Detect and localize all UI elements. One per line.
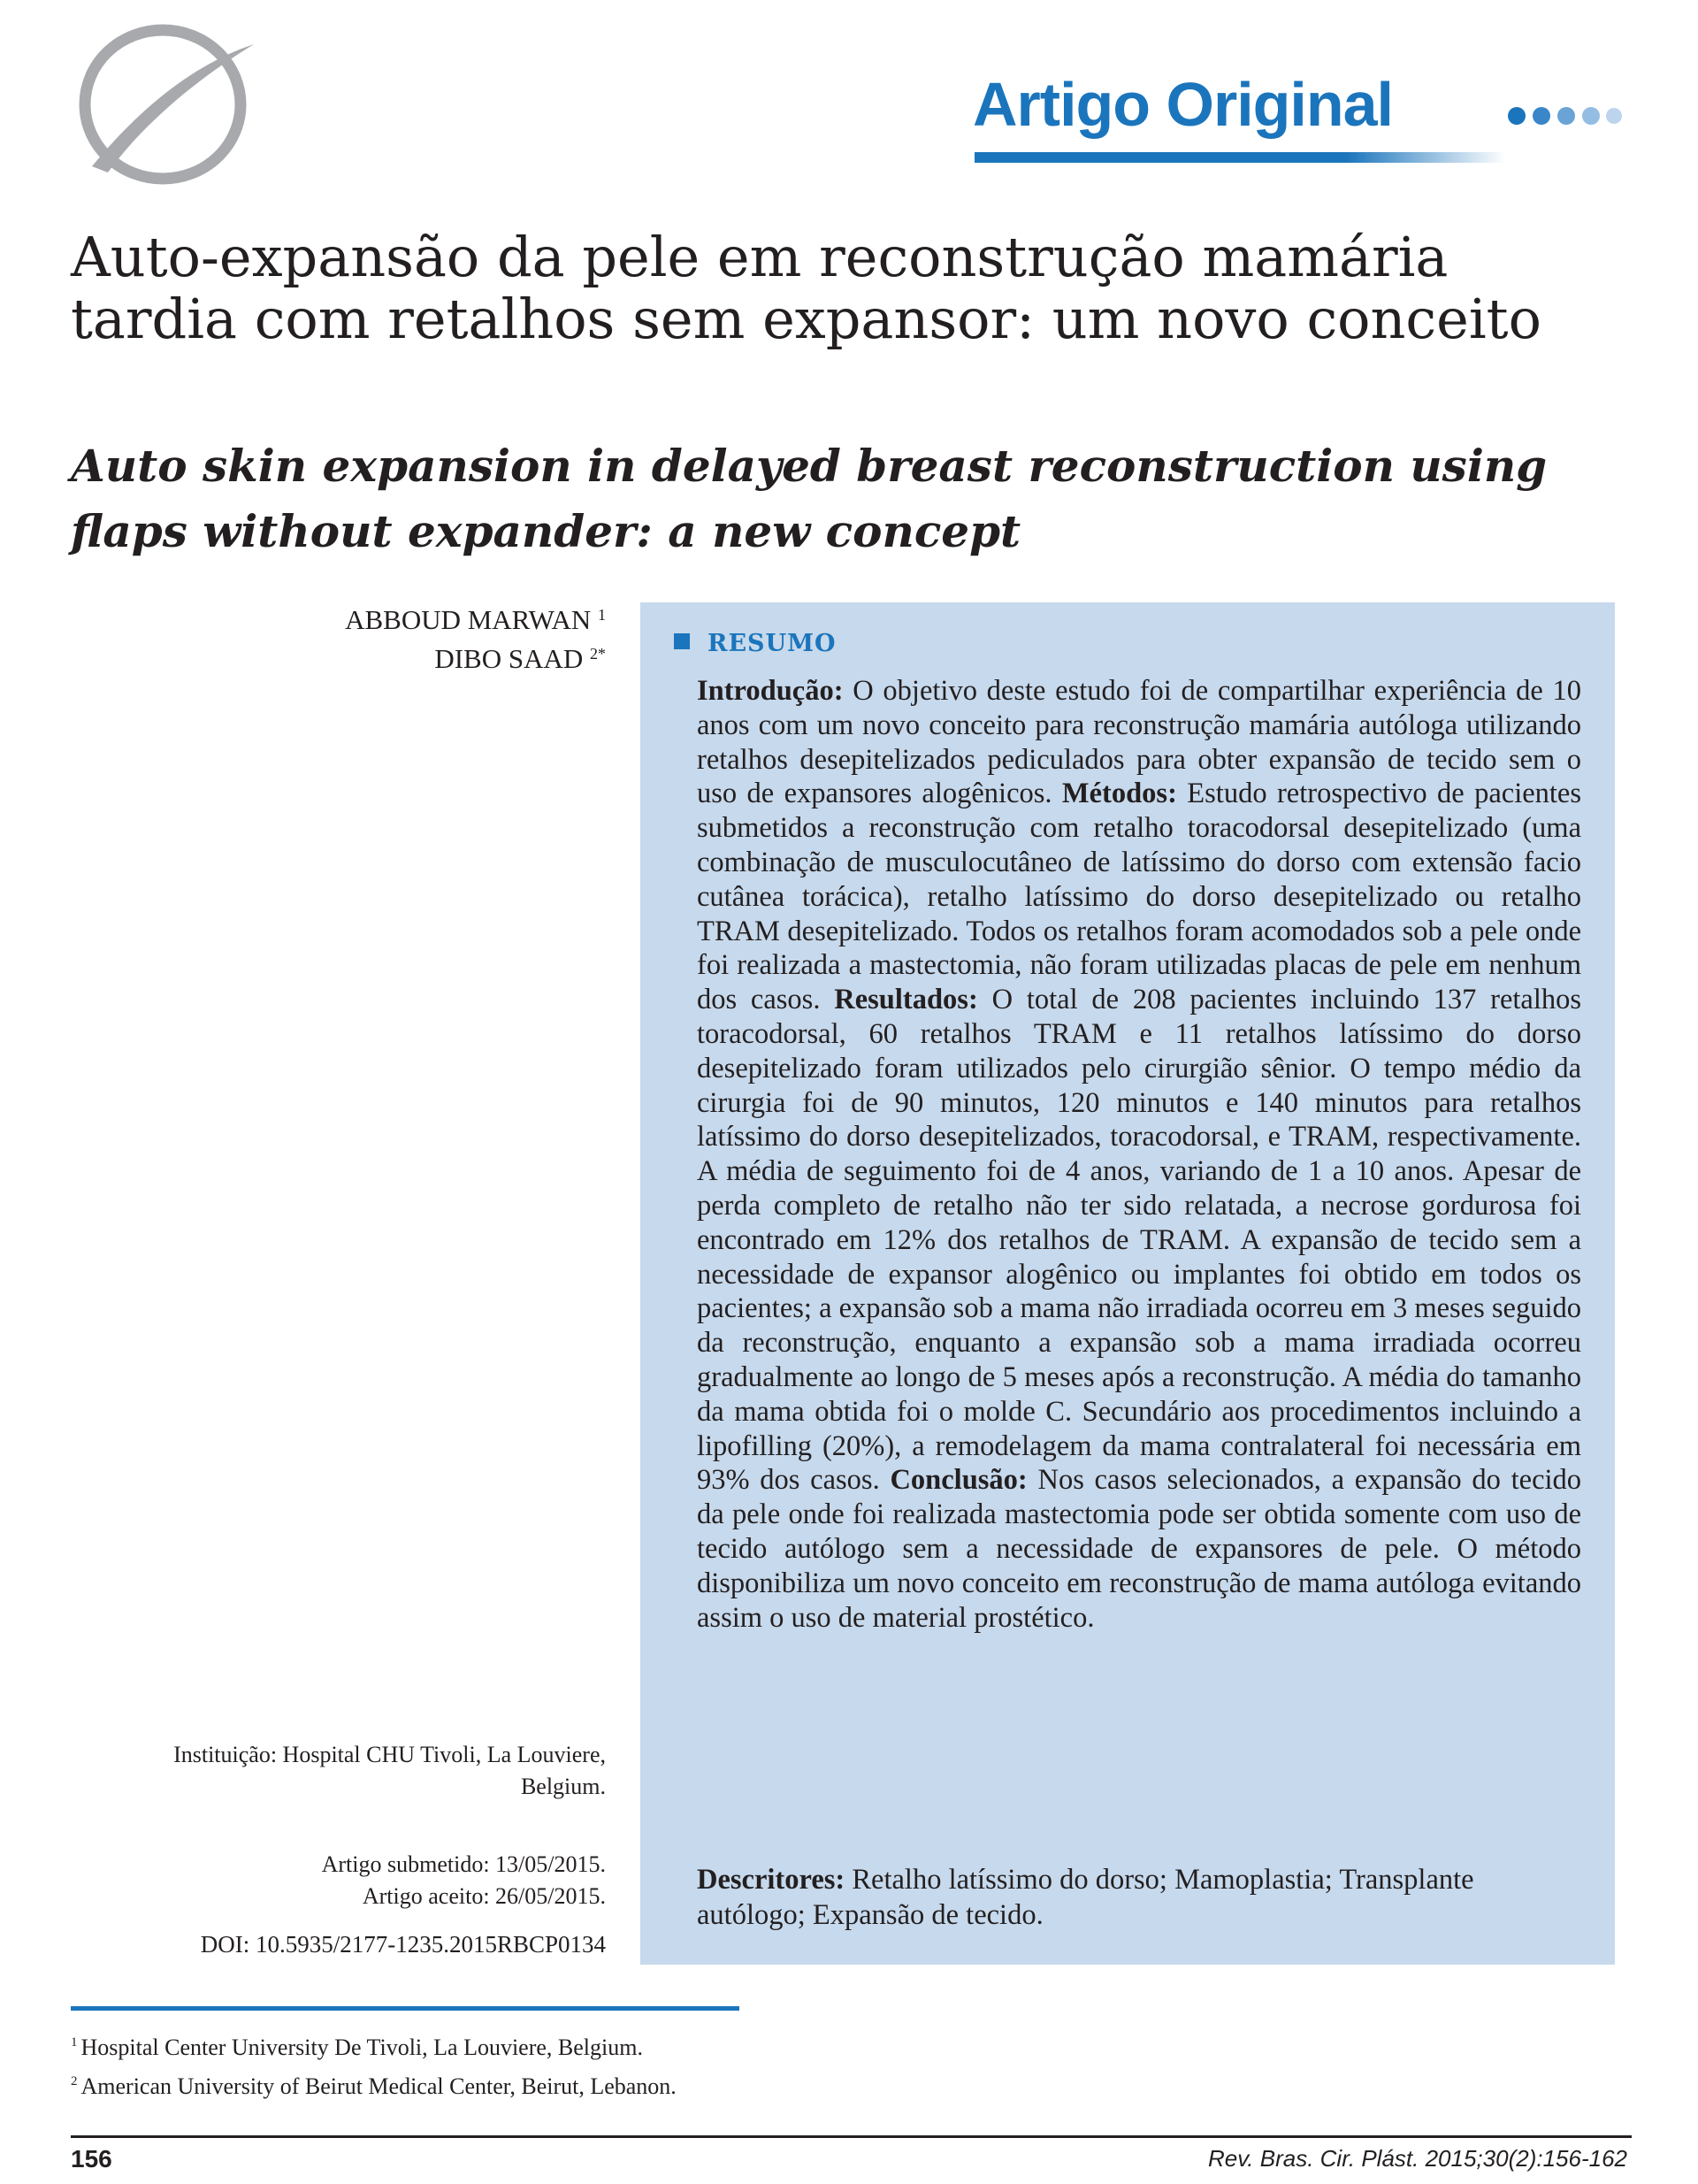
author-2: DIBO SAAD $^{2*}$ — [434, 643, 606, 674]
footer-divider — [71, 2135, 1632, 2138]
descriptors-text: Retalho latíssimo do dorso; Mamoplastia; Transplante autólogo; Expansão de tecido. — [697, 1864, 1474, 1931]
descriptors-label: Descritores: — [697, 1864, 845, 1896]
intro-label: Introdução: — [697, 675, 844, 707]
accepted-date: Artigo aceito: 26/05/2015. — [362, 1883, 606, 1909]
footnote-2: $^2$ American University of Beirut Medical Center, Beirut, Lebanon. — [71, 2073, 677, 2099]
institution-note: Instituição: Hospital CHU Tivoli, La Louviere, Belgium. — [173, 1742, 606, 1799]
article-title-english: Auto skin expansion in delayed breast reconstruction using flaps without expander: a new concept — [71, 440, 1548, 557]
methods-label: Métodos: — [1061, 778, 1177, 810]
descriptors — [697, 1862, 1581, 1933]
methods-text: Estudo retrospectivo de pacientes submetidos a reconstrução com retalho toracodorsal desepitelizado (uma combinação de musculocutâneo de latíssimo do dorso com extensão facio cutânea torácica), retalho latíssimo do dorso desepitelizado ou retalho TRAM desepitelizado. Todos os retalhos foram acomodados sob a pele onde foi realizada a mastectomia, não foram utilizadas placas de pele em nenhum dos casos. — [697, 778, 1582, 1016]
author-1: ABBOUD MARWAN $^1$ — [345, 604, 606, 635]
journal-reference: Rev. Bras. Cir. Plást. 2015;30(2):156-162 — [1207, 2145, 1627, 2172]
article-dates — [88, 1849, 606, 1912]
conclusion-text: Nos casos selecionados, a expansão do tecido da pele onde foi realizada mastectomia pode ser obtida somente com uso de tecido autólogo sem a necessidade de expansores de pele. O método disponibiliza um novo conceito em reconstrução de mama autóloga evitando assim o uso de material prostético. — [697, 1464, 1582, 1634]
section-label: Artigo Original — [973, 70, 1393, 139]
footnote-1: $^1$ Hospital Center University De Tivoli, La Louviere, Belgium. — [71, 2035, 643, 2060]
square-bullet-icon — [674, 633, 690, 649]
conclusion-label: Conclusão: — [890, 1464, 1028, 1497]
intro-text: O objetivo deste estudo foi de compartilhar experiência de 10 anos com um novo conceito para reconstrução mamária autóloga utilizando retalhos desepitelizados pediculados para obter expansão de tecido sem o uso de expansores alogênicos. — [697, 675, 1581, 810]
doi-link[interactable]: DOI: 10.5935/2177-1235.2015RBCP0134 — [200, 1931, 606, 1958]
results-label: Resultados: — [834, 984, 978, 1016]
page-number: 156 — [71, 2145, 112, 2173]
results-text: O total de 208 pacientes incluindo 137 retalhos toracodorsal, 60 retalhos TRAM e 11 retalhos latíssimo do dorso desepitelizado foram utilizados pelo cirurgião sênior. O tempo médio da cirurgia foi de 90 minutos, 120 minutos e 140 minutos para retalhos latíssimo do dorso desepitelizados, toracodorsal, e TRAM, respectivamente. A média de seguimento foi de 4 anos, variando de 1 a 10 anos. Apesar de perda completo de retalho não ter sido relatada, a necrose gordurosa foi encontrado em 12% dos retalhos de TRAM. A expansão de tecido sem a necessidade de expansor alogênico ou implantes foi obtido em todos os pacientes; a expansão sob a mama não irradiada ocorreu em 3 meses seguido da reconstrução, enquanto a expansão sob a mama irradiada ocorreu gradualmente ao longo de 5 meses após a reconstrução. A média do tamanho da mama obtida foi o molde C. Secundário aos procedimentos incluindo a lipofilling (20%), a remodelagem da mama contralateral foi necessária em 93% dos casos. — [697, 984, 1582, 1497]
author-list — [203, 598, 606, 676]
abstract-body — [697, 674, 1581, 1635]
abstract-heading: RESUMO — [674, 630, 836, 665]
section-underline — [975, 152, 1505, 163]
footnote-divider — [71, 2006, 739, 2011]
footnotes — [71, 2026, 1132, 2104]
submitted-date: Artigo submetido: 13/05/2015. — [321, 1851, 606, 1877]
progress-dots-icon — [1508, 103, 1623, 129]
article-title-portuguese: Auto-expansão da pele em reconstrução mamária tardia com retalhos sem expansor: um novo conceito — [71, 225, 1541, 351]
journal-swoosh-logo-icon — [73, 18, 258, 186]
